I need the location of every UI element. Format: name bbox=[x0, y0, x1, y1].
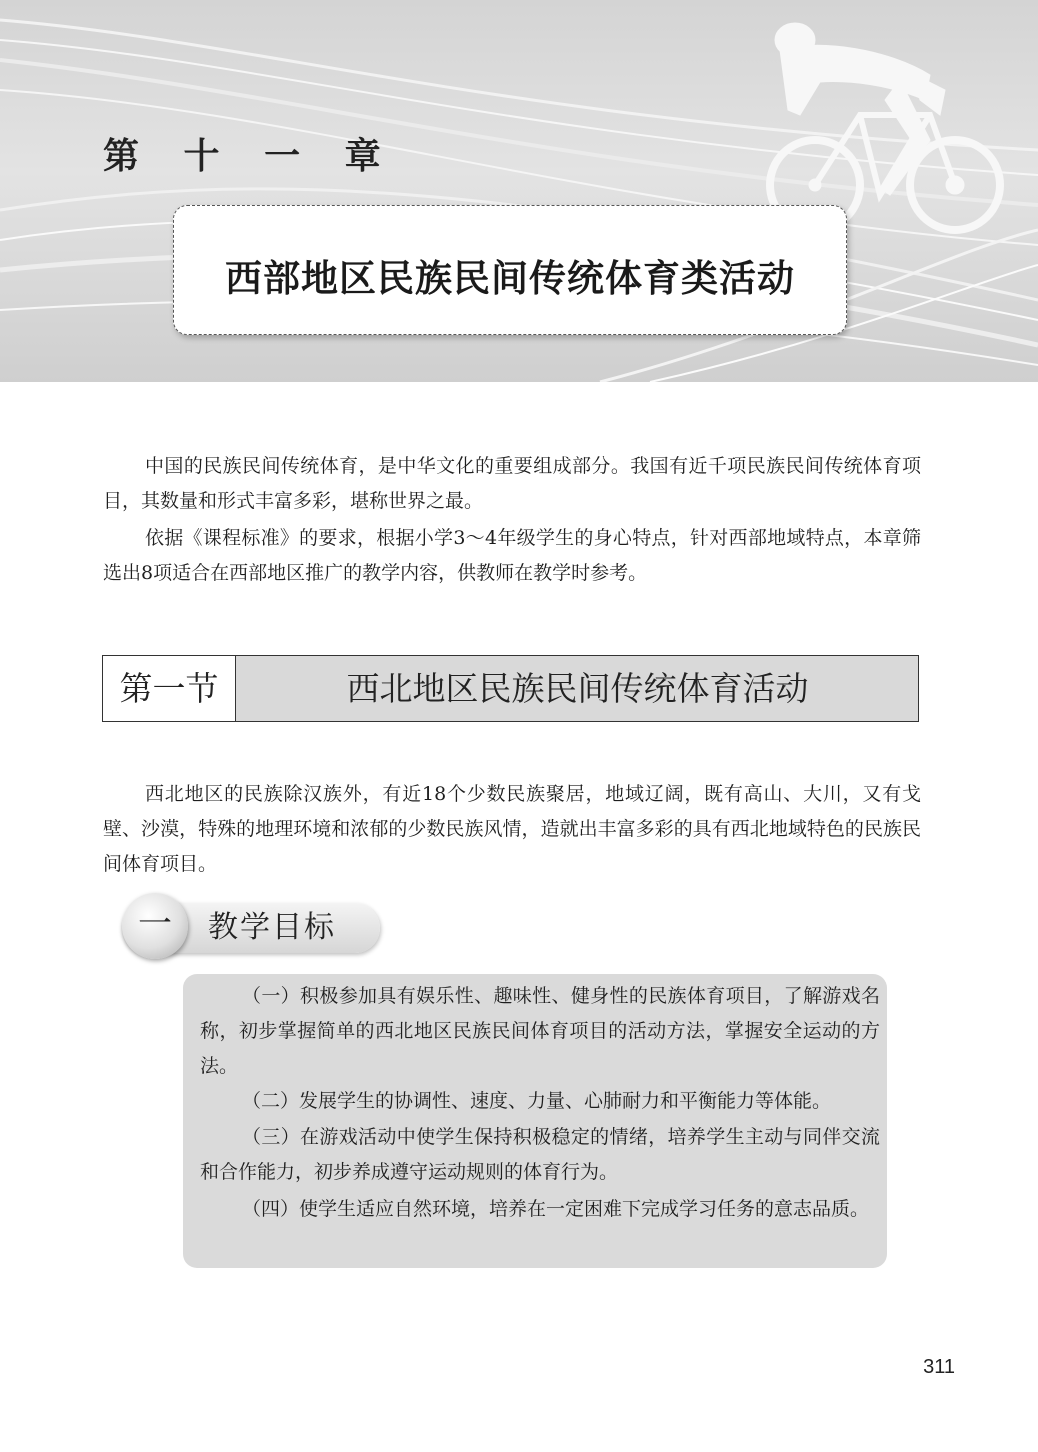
subheading-title: 教学目标 bbox=[208, 910, 336, 945]
intro-paragraph: 依据《课程标准》的要求，根据小学3～4年级学生的身心特点，针对西部地域特点，本章筛选出8项适合在西部地区推广的教学内容，供教师在教学时参考。 bbox=[103, 527, 921, 584]
subheading-number: 一 bbox=[122, 893, 188, 959]
chapter-banner bbox=[0, 0, 1038, 382]
goal-item: （一）积极参加具有娱乐性、趣味性、健身性的民族体育项目，了解游戏名称，初步掌握简单的西北地区民族民间体育项目的活动方法，掌握安全运动的方法。 bbox=[200, 985, 880, 1077]
intro-paragraph: 中国的民族民间传统体育，是中华文化的重要组成部分。我国有近千项民族民间传统体育项目，其数量和形式丰富多彩，堪称世界之最。 bbox=[103, 455, 921, 512]
section-paragraph: 西北地区的民族除汉族外，有近18个少数民族聚居，地域辽阔，既有高山、大川，又有戈壁、沙漠，特殊的地理环境和浓郁的少数民族风情，造就出丰富多彩的具有西北地域特色的民族民间体育项目。 bbox=[103, 783, 921, 875]
page-number: 311 bbox=[923, 1356, 955, 1378]
chapter-label: 第 十 一 章 bbox=[103, 135, 397, 177]
chapter-title: 西部地区民族民间传统体育类活动 bbox=[225, 256, 795, 300]
chapter-title-box bbox=[173, 205, 847, 335]
section-number: 第一节 bbox=[103, 656, 236, 721]
goal-item: （二）发展学生的协调性、速度、力量、心肺耐力和平衡能力等体能。 bbox=[242, 1090, 832, 1112]
section-title: 西北地区民族民间传统体育活动 bbox=[346, 669, 809, 708]
section-header-bar bbox=[102, 655, 919, 722]
goal-item: （三）在游戏活动中使学生保持积极稳定的情绪，培养学生主动与同伴交流和合作能力，初步养成遵守运动规则的体育行为。 bbox=[200, 1126, 880, 1183]
goal-item: （四）使学生适应自然环境，培养在一定困难下完成学习任务的意志品质。 bbox=[242, 1198, 870, 1220]
